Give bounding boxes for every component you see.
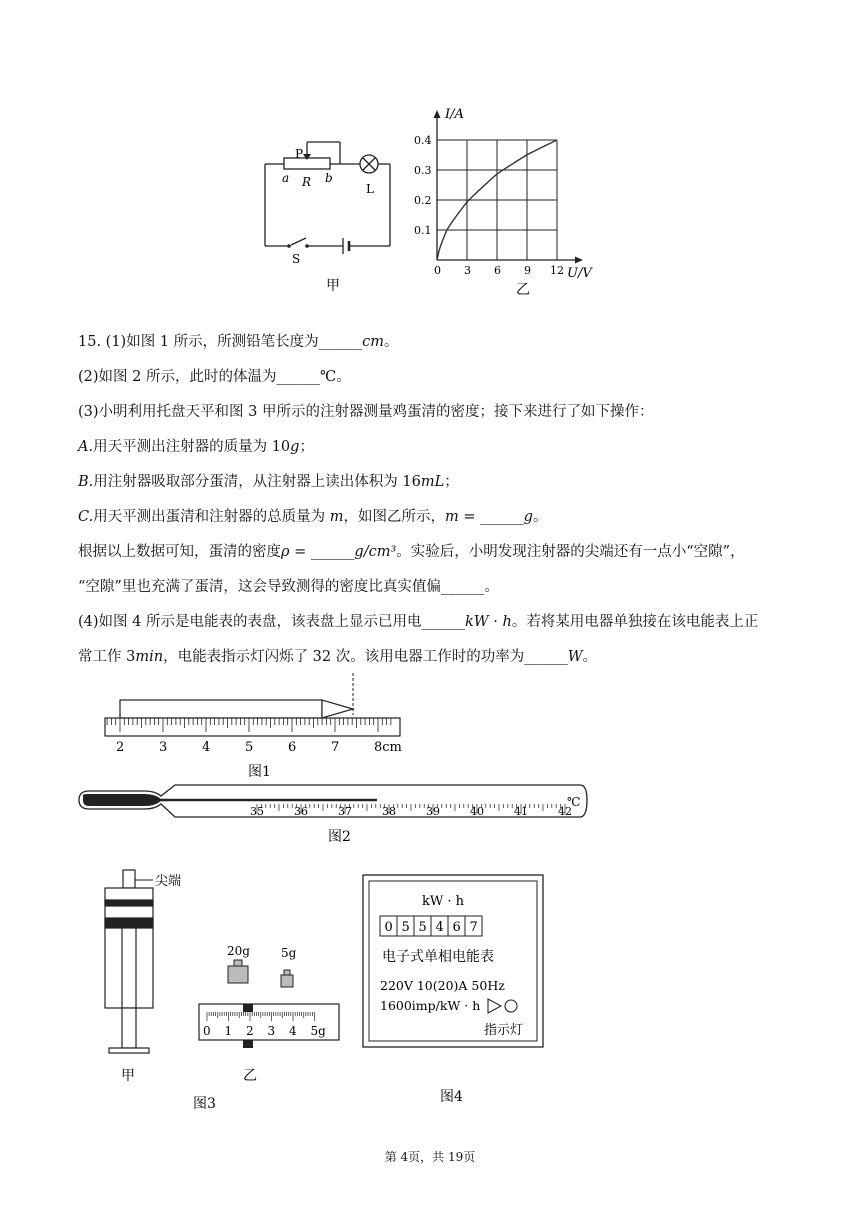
scale-tick-label: 5g [310, 1024, 326, 1038]
x-tick-label: 9 [524, 264, 531, 277]
y-tick-label: 0.1 [414, 224, 432, 237]
label-a: a [282, 171, 290, 185]
q-text: ； [444, 474, 459, 490]
unit: kW · h [464, 614, 512, 630]
thermo-tick-label: 37 [338, 805, 352, 818]
unit: g [290, 439, 300, 455]
answer-blank: ______ [310, 544, 355, 560]
ruler-tick-label: 8cm [374, 740, 402, 755]
q-text: (4)如图 4 所示是电能表的表盘，该表盘上显示已用电 [78, 614, 422, 630]
label-L: L [366, 182, 374, 196]
y-axis-arrow [434, 110, 441, 118]
fig2-unit: ℃ [567, 795, 581, 809]
q15-line-10 [78, 647, 597, 667]
syringe [105, 870, 153, 1053]
balance-caption: 乙 [243, 1068, 257, 1084]
x-axis-label: U/V [567, 266, 592, 281]
ruler-tick-label: 2 [116, 740, 125, 755]
figure-1-ruler [95, 665, 415, 783]
thermo-tick-label: 40 [470, 805, 484, 818]
q-text: (2)如图 2 所示，此时的体温为 [78, 369, 277, 385]
q-text: (3)小明利用托盘天平和图 3 甲所示的注射器测量鸡蛋清的密度；接下来进行了如下操作： [78, 404, 654, 420]
scale-tick-label: 2 [246, 1024, 254, 1038]
meter-spec-1: 220V 10(20)A 50Hz [380, 978, 505, 993]
weight-20g-label: 20g [227, 944, 250, 958]
option-letter: C. [78, 509, 94, 525]
weight-5g-label: 5g [281, 946, 297, 960]
unit: g [523, 509, 533, 525]
y-tick-label: 0.4 [414, 134, 432, 147]
iu-graph [412, 102, 612, 298]
q-text: ； [299, 439, 314, 455]
meter-digit: 0 [384, 920, 393, 935]
indicator-lamp-icon [505, 1000, 517, 1012]
variable: m [329, 509, 344, 525]
label-S: S [292, 252, 301, 266]
ruler-tick-label: 7 [331, 740, 340, 755]
figure-4-energy-meter [360, 872, 550, 1112]
graph-caption: 乙 [516, 282, 530, 298]
x-tick-label: 0 [434, 264, 441, 277]
meter-unit: kW · h [422, 894, 465, 909]
figure-3-syringe-balance [95, 862, 365, 1114]
meter-digit: 5 [418, 920, 427, 935]
unit: mL [420, 474, 445, 490]
meter-spec-2: 1600imp/kW · h [380, 998, 481, 1013]
q-text: 15. (1)如图 1 所示，所测铅笔长度为 [78, 334, 319, 350]
q-text: = [289, 544, 311, 560]
figure-2-thermometer [75, 783, 595, 849]
q-text: 。 [532, 509, 548, 525]
scale-tick-label: 3 [267, 1024, 276, 1038]
circuit-caption: 甲 [326, 278, 340, 294]
rider-bottom [243, 1040, 253, 1048]
q15-line-3 [78, 402, 653, 422]
fig4-caption: 图4 [440, 1089, 463, 1105]
meter-digit: 7 [469, 920, 478, 935]
pencil [120, 700, 353, 718]
answer-blank: ______ [440, 579, 485, 595]
q-text: 用天平测出注射器的质量为 10 [93, 439, 291, 455]
page-footer: 第 4页，共 19页 [384, 1150, 476, 1164]
answer-blank: ______ [318, 334, 363, 350]
q-text: ，如图乙所示， [343, 509, 446, 525]
thermo-tick-label: 36 [294, 805, 308, 818]
fig3-caption: 图3 [193, 1096, 216, 1112]
syringe-caption: 甲 [121, 1068, 135, 1084]
scale-tick-label: 1 [224, 1024, 233, 1038]
meter-digit: 5 [401, 920, 410, 935]
q-text: 。 [384, 334, 399, 350]
q-text: 用天平测出蛋清和注射器的总质量为 [93, 509, 330, 525]
meter-digit: 4 [435, 920, 444, 935]
x-tick-label: 3 [464, 264, 471, 277]
q-text: “空隙”里也充满了蛋清，这会导致测得的密度比真实值偏 [78, 579, 441, 595]
q15-line-7 [78, 542, 745, 562]
variable: ρ [281, 544, 290, 560]
unit: W [567, 649, 583, 665]
graph-grid [437, 140, 557, 260]
ruler-tick-label: 4 [202, 740, 211, 755]
label-P: P [295, 147, 304, 161]
rider-top [243, 1004, 253, 1012]
ruler-tick-label: 5 [245, 740, 254, 755]
answer-blank: ______ [276, 369, 320, 385]
option-letter: A. [78, 439, 94, 455]
option-letter: B. [78, 474, 94, 490]
unit: cm [362, 334, 385, 350]
q-text: 。 [484, 579, 499, 595]
label-R: R [302, 175, 312, 189]
scale-tick-label: 4 [289, 1024, 297, 1038]
y-axis-label: I/A [445, 107, 464, 122]
y-tick-label: 0.2 [414, 194, 432, 207]
meter-title: 电子式单相电能表 [382, 949, 494, 965]
unit: min [135, 649, 164, 665]
weight-5g [281, 970, 293, 987]
q15-line-5 [78, 472, 459, 492]
ruler-body [105, 718, 400, 736]
thermo-tick-label: 35 [250, 805, 264, 818]
scale-tick-label: 0 [203, 1024, 211, 1038]
ruler-tick-label: 6 [288, 740, 297, 755]
indicator-label: 指示灯 [484, 1023, 524, 1038]
q15-line-8 [78, 577, 499, 597]
q-text: 。若将某用电器单独接在该电能表上正 [511, 614, 759, 630]
fig1-caption: 图1 [248, 764, 271, 780]
ruler-tick-label: 3 [159, 740, 168, 755]
answer-blank: ______ [480, 509, 524, 525]
q-text: 。 [582, 649, 598, 665]
q-text: 。实验后，小明发现注射器的尖端还有一点小“空隙”， [396, 544, 745, 560]
circuit-diagram [250, 128, 415, 298]
q15-line-6 [78, 507, 547, 527]
q15-line-1 [78, 332, 399, 352]
variable: m [445, 509, 459, 525]
q15-line-2 [78, 367, 351, 387]
fig2-caption: 图2 [328, 829, 351, 845]
thermo-tick-label: 42 [558, 805, 572, 818]
x-axis-arrow [575, 257, 583, 264]
thermo-tick-label: 41 [514, 805, 528, 818]
weight-20g [228, 960, 248, 983]
thermo-tick-label: 39 [426, 805, 440, 818]
q-text: 常工作 3 [78, 649, 136, 665]
label-b: b [325, 171, 333, 185]
tip-label: 尖端 [155, 874, 182, 889]
x-tick-label: 12 [550, 264, 564, 277]
answer-blank: ______ [421, 614, 465, 630]
thermo-tick-label: 38 [382, 805, 396, 818]
q15-line-4 [78, 437, 314, 457]
q15-line-9 [78, 612, 758, 632]
q-text: 根据以上数据可知，蛋清的密度 [78, 544, 281, 560]
answer-blank: ______ [524, 649, 568, 665]
q-text: 用注射器吸取部分蛋清，从注射器上读出体积为 16 [93, 474, 421, 490]
unit: g/cm³ [354, 544, 397, 560]
q-text: = [458, 509, 481, 525]
x-tick-label: 6 [494, 264, 501, 277]
meter-digit: 6 [452, 920, 461, 935]
q-text: ℃。 [319, 369, 351, 385]
y-tick-label: 0.3 [414, 164, 432, 177]
q-text: ，电能表指示灯闪烁了 32 次。该用电器工作时的功率为 [163, 649, 525, 665]
